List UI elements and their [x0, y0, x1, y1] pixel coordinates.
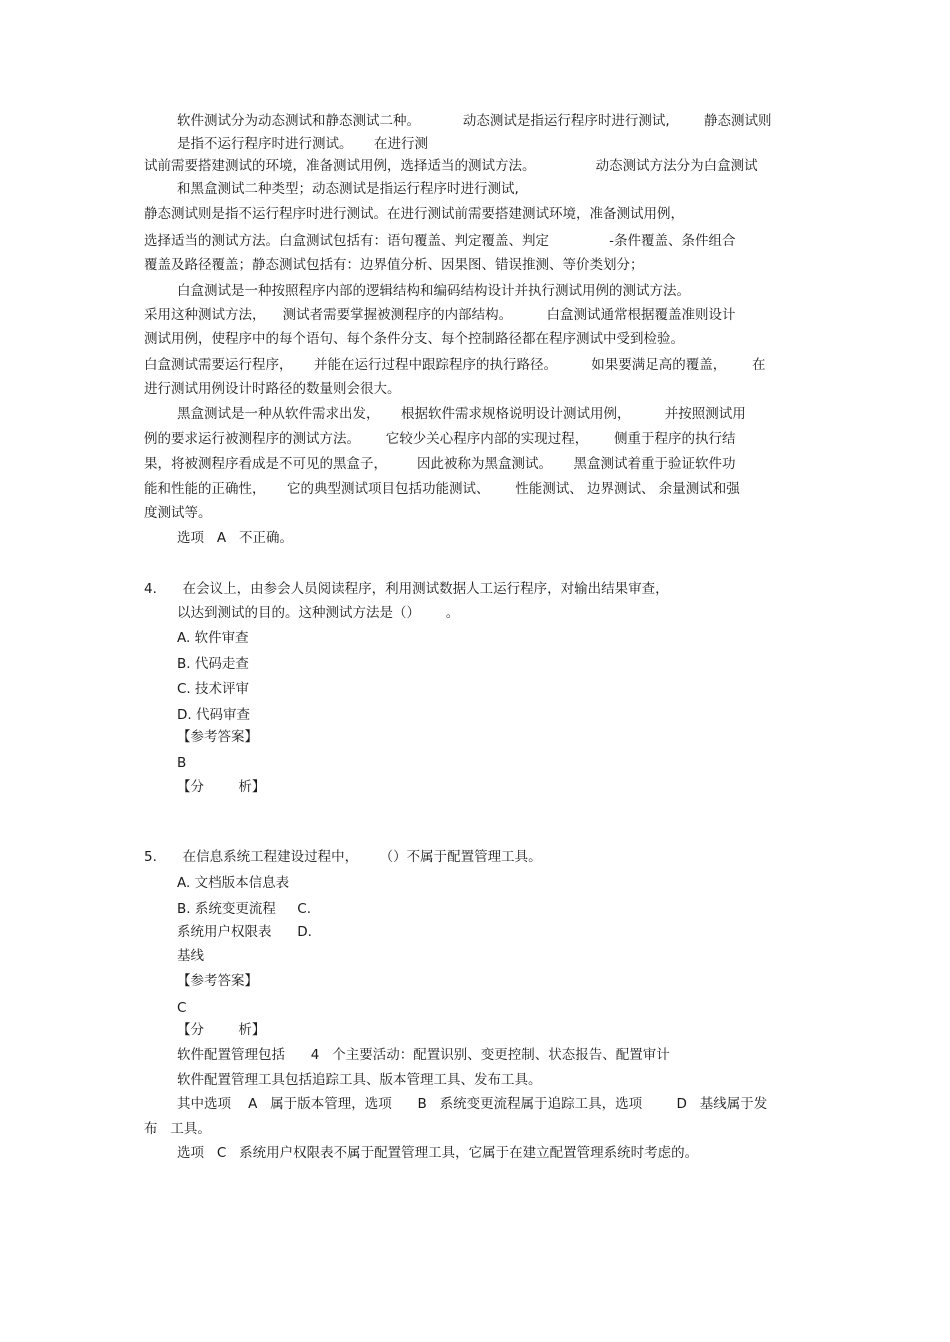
- paragraph-line: 覆盖及路径覆盖；静态测试包括有：边界值分析、因果图、错误推测、等价类划分；: [144, 257, 644, 273]
- paragraph-line: 软件测试分为动态测试和静态测试二种。 动态测试是指运行程序时进行测试, 静态测试则: [177, 113, 772, 129]
- paragraph-line: 白盒测试是一种按照程序内部的逻辑结构和编码结构设计并执行测试用例的测试方法。: [177, 283, 690, 299]
- paragraph-line: 果，将被测程序看成是不可见的黑盒子， 因此被称为黑盒测试。 黑盒测试着重于验证软件功: [144, 456, 736, 472]
- analysis-line: 软件配置管理包括 4 个主要活动：配置识别、变更控制、状态报告、配置审计: [177, 1047, 670, 1063]
- question-5-option-c: 系统用户权限表 D.: [177, 924, 312, 940]
- paragraph-line: 是指不运行程序时进行测试。 在进行测: [177, 136, 428, 152]
- analysis-line: 其中选项 A 属于版本管理，选项 B 系统变更流程属于追踪工具，选项 D 基线属于发: [177, 1096, 768, 1112]
- paragraph-line: 和黑盒测试二种类型；动态测试是指运行程序时进行测试,: [177, 181, 519, 197]
- paragraph-line: 测试用例，使程序中的每个语句、每个条件分支、每个控制路径都在程序测试中受到检验。: [144, 331, 684, 347]
- analysis-line: 选项 C 系统用户权限表不属于配置管理工具，它属于在建立配置管理系统时考虑的。: [177, 1145, 699, 1161]
- paragraph-line: 黑盒测试是一种从软件需求出发， 根据软件需求规格说明设计测试用例， 并按照测试用: [177, 406, 746, 422]
- paragraph-line: 例的要求运行被测程序的测试方法。 它较少关心程序内部的实现过程， 侧重于程序的执行结: [144, 431, 736, 447]
- paragraph-line: 白盒测试需要运行程序， 并能在运行过程中跟踪程序的执行路径。 如果要满足高的覆盖， 在: [144, 357, 766, 373]
- question-5-stem: 5. 在信息系统工程建设过程中， （）不属于配置管理工具。: [144, 849, 542, 865]
- question-5-option-d: 基线: [177, 948, 204, 964]
- paragraph-line: 试前需要搭建测试的环境，准备测试用例，选择适当的测试方法。 动态测试方法分为白盒测试: [144, 158, 758, 174]
- answer-conclusion: 选项 A 不正确。: [177, 530, 293, 546]
- question-4-answer-heading: 【参考答案】: [177, 729, 258, 745]
- paragraph-line: 选择适当的测试方法。白盒测试包括有：语句覆盖、判定覆盖、判定 -条件覆盖、条件组合: [144, 233, 736, 249]
- question-4-answer: B: [177, 755, 187, 771]
- question-5-answer: C: [177, 1000, 187, 1016]
- paragraph-line: 进行测试用例设计时路径的数量则会很大。: [144, 381, 401, 397]
- question-4-option-a: A. 软件审查: [177, 630, 249, 646]
- question-4-stem: 4. 在会议上，由参会人员阅读程序，利用测试数据人工运行程序，对输出结果审查，: [144, 581, 669, 597]
- analysis-line: 布 工具。: [144, 1121, 211, 1137]
- question-5-analysis-heading: 【分 析】: [177, 1022, 266, 1038]
- question-4-option-d: D. 代码审查: [177, 707, 250, 723]
- paragraph-line: 度测试等。: [144, 505, 212, 521]
- question-5-option-b: B. 系统变更流程 C.: [177, 901, 312, 917]
- question-5-answer-heading: 【参考答案】: [177, 973, 258, 989]
- paragraph-line: 能和性能的正确性， 它的典型测试项目包括功能测试、 性能测试、 边界测试、 余量测试和强: [144, 481, 740, 497]
- question-4-stem-cont: 以达到测试的目的。这种测试方法是（） 。: [177, 605, 460, 621]
- analysis-line: 软件配置管理工具包括追踪工具、版本管理工具、发布工具。: [177, 1072, 542, 1088]
- question-4-option-c: C. 技术评审: [177, 681, 250, 697]
- question-5-option-a: A. 文档版本信息表: [177, 875, 290, 891]
- paragraph-line: 采用这种测试方法， 测试者需要掌握被测程序的内部结构。 白盒测试通常根据覆盖准则设计: [144, 307, 736, 323]
- question-4-option-b: B. 代码走查: [177, 656, 249, 672]
- paragraph-line: 静态测试则是指不运行程序时进行测试。在进行测试前需要搭建测试环境，准备测试用例，: [144, 206, 684, 222]
- question-4-analysis-heading: 【分 析】: [177, 779, 266, 795]
